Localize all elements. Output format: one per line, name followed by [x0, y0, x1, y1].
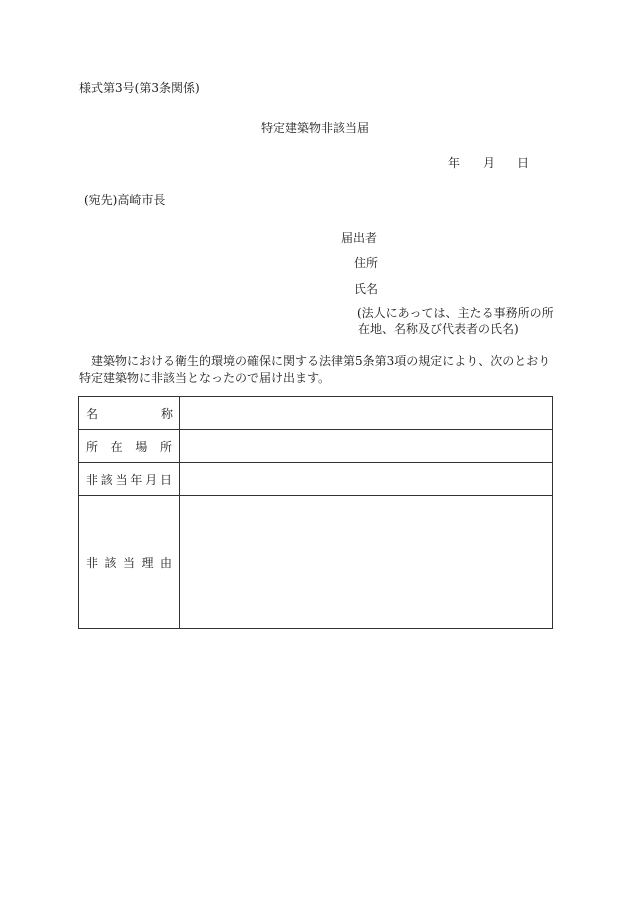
table-row-name [79, 397, 553, 430]
label-cell-name [79, 397, 180, 430]
label-reason: 非 該 当 理 由 [86, 555, 172, 570]
value-cell-reason[interactable] [180, 496, 553, 629]
corporation-note [357, 305, 554, 337]
date-day-label: 日 [517, 156, 530, 170]
value-cell-date[interactable] [180, 463, 553, 496]
applicant-label: 届出者 [341, 231, 378, 245]
table-row-reason [79, 496, 553, 629]
corporation-note-line-2: 在地、名称及び代表者の氏名) [358, 322, 519, 336]
date-year-label: 年 [448, 156, 461, 170]
label-cell-location [79, 430, 180, 463]
document-title: 特定建築物非該当届 [260, 121, 369, 135]
corporation-note-line-1: (法人にあっては、主たる事務所の所 [357, 306, 554, 320]
address-label: 住所 [354, 256, 379, 270]
table-row-location [79, 430, 553, 463]
name-label: 氏名 [354, 282, 379, 296]
statement-text: 建築物における衛生的環境の確保に関する法律第5条第3項の規定により、次のとおり特定建築物に非該当となったので届け出ます。 [79, 354, 551, 385]
form-number: 様式第3号(第3条関係) [79, 81, 200, 95]
label-location: 所 在 場 所 [86, 439, 172, 454]
date-month-label: 月 [483, 156, 496, 170]
addressee: (宛先)高崎市長 [84, 193, 166, 207]
table-row-date [79, 463, 553, 496]
info-table [78, 396, 553, 629]
label-cell-date [79, 463, 180, 496]
value-cell-location[interactable] [180, 430, 553, 463]
label-name: 名 称 [86, 406, 173, 421]
value-cell-name[interactable] [180, 397, 553, 430]
label-cell-reason [79, 496, 180, 629]
label-date: 非 該 当 年 月 日 [86, 472, 172, 487]
